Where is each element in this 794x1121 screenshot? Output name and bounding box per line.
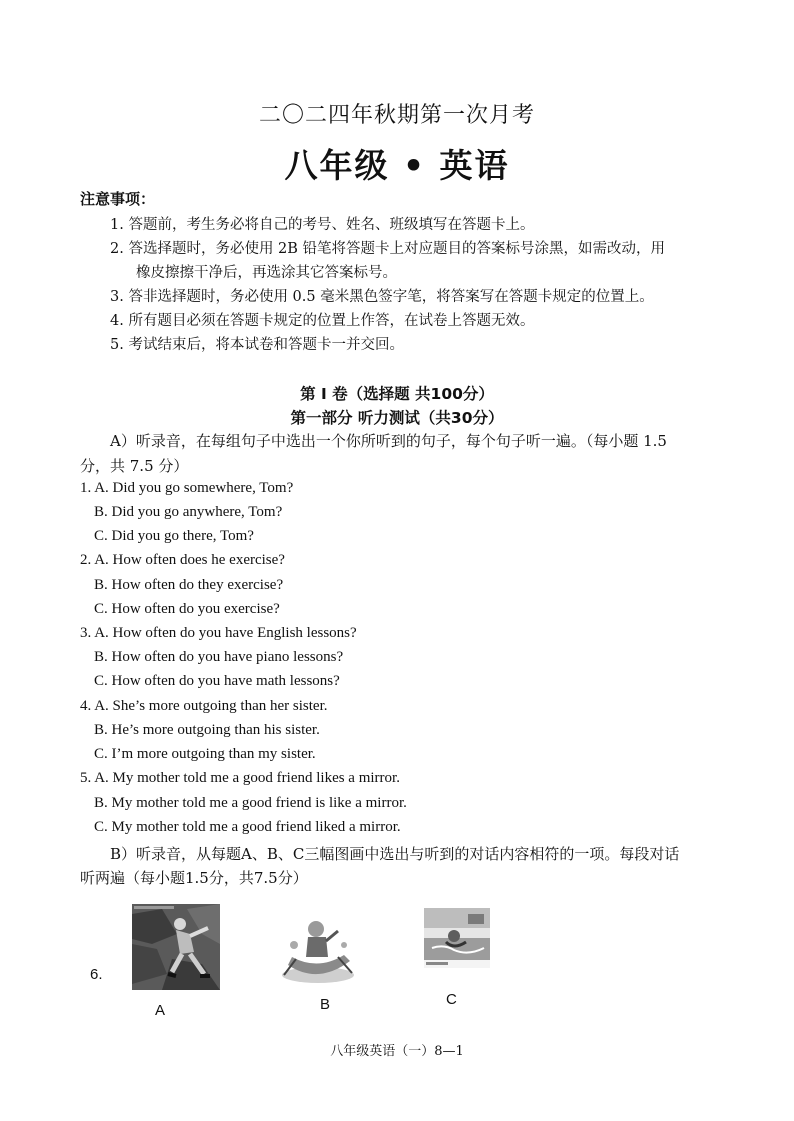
- notes-heading: 注意事项：: [80, 190, 156, 208]
- question-1-option-a: 1. A. Did you go somewhere, Tom?: [80, 480, 294, 496]
- note-item-4: 4. 所有题目必须在答题卡规定的位置上作答，在试卷上答题无效。: [110, 313, 535, 329]
- question-5-option-b: B. My mother told me a good friend is like a mirror.: [94, 795, 407, 811]
- question-5-option-c: C. My mother told me a good friend liked a mirror.: [94, 819, 401, 835]
- question-number: 5.: [80, 770, 92, 786]
- question-3-option-b: B. How often do you have piano lessons?: [94, 649, 344, 665]
- part-heading: 第一部分 听力测试（共30分）: [290, 409, 504, 427]
- question-number: 2.: [80, 552, 92, 568]
- section-a-instruction-cont: 分，共 7.5 分）: [80, 457, 189, 475]
- note-item-3: 3. 答非选择题时，务必使用 0.5 毫米黑色签字笔，将答案写在答题卡规定的位置上。: [110, 289, 654, 305]
- question-2-option-c: C. How often do you exercise?: [94, 601, 280, 617]
- question-5-option-a: 5. A. My mother told me a good friend likes a mirror.: [80, 770, 400, 786]
- question-4-option-c: C. I’m more outgoing than my sister.: [94, 746, 316, 762]
- note-item-2: 2. 答选择题时，务必使用 2B 铅笔将答题卡上对应题目的答案标号涂黑，如需改动，用: [110, 241, 666, 257]
- question-number: 4.: [80, 698, 92, 714]
- note-item-1: 1. 答题前，考生务必将自己的考号、姓名、班级填写在答题卡上。: [110, 217, 535, 233]
- picture-c-swimming: [424, 908, 490, 968]
- note-item-5: 5. 考试结束后，将本试卷和答题卡一并交回。: [110, 337, 404, 353]
- question-number: 3.: [80, 625, 92, 641]
- question-3-option-a: 3. A. How often do you have English lessons?: [80, 625, 357, 641]
- question-3-option-c: C. How often do you have math lessons?: [94, 673, 340, 689]
- question-2-option-a: 2. A. How often does he exercise?: [80, 552, 285, 568]
- subject-title: 八年级 • 英语: [284, 146, 510, 185]
- picture-b-label: B: [320, 996, 331, 1013]
- question-1-option-b: B. Did you go anywhere, Tom?: [94, 504, 283, 520]
- section-a-instruction: A）听录音，在每组句子中选出一个你所听到的句子，每个句子听一遍。（每小题 1.5: [110, 432, 667, 450]
- question-6-number: 6.: [90, 966, 103, 983]
- section-b-instruction: B）听录音，从每题A、B、C三幅图画中选出与听到的对话内容相符的一项。每段对话: [110, 845, 680, 863]
- section-b-instruction-cont: 听两遍（每小题1.5分，共7.5分）: [80, 869, 308, 887]
- volume-heading: 第 Ⅰ 卷（选择题 共100分）: [300, 385, 494, 403]
- exam-title: 二〇二四年秋期第一次月考: [258, 103, 535, 128]
- question-4-option-b: B. He’s more outgoing than his sister.: [94, 722, 320, 738]
- picture-a-rock-climbing: [132, 904, 220, 990]
- note-item-2-cont: 橡皮擦擦干净后，再选涂其它答案标号。: [136, 265, 397, 281]
- picture-c-label: C: [446, 991, 457, 1008]
- question-4-option-a: 4. A. She’s more outgoing than her sister.: [80, 698, 328, 714]
- picture-a-label: A: [155, 1002, 166, 1019]
- picture-b-boating: [278, 915, 358, 987]
- question-2-option-b: B. How often do they exercise?: [94, 577, 284, 593]
- question-1-option-c: C. Did you go there, Tom?: [94, 528, 254, 544]
- question-number: 1.: [80, 480, 92, 496]
- page-footer: 八年级英语（一）8—1: [330, 1044, 464, 1059]
